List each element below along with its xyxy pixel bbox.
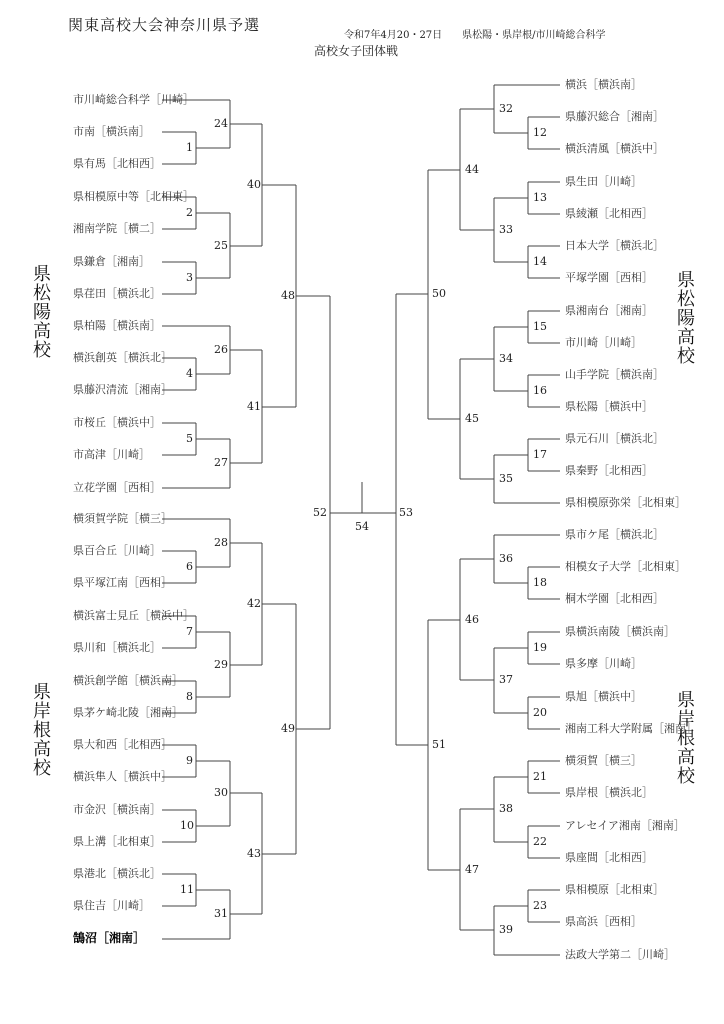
left-team: 市南［横浜南］ xyxy=(73,125,150,138)
match-number: 17 xyxy=(533,448,547,461)
left-team: 県鎌倉［湘南］ xyxy=(73,255,150,268)
match-number: 14 xyxy=(533,255,547,268)
right-team: 法政大学第二［川崎］ xyxy=(565,948,675,961)
left-team: 市桜丘［横浜中］ xyxy=(73,416,161,429)
right-team: 横浜清風［横浜中］ xyxy=(565,142,664,155)
left-team: 横浜富士見丘［横浜中］ xyxy=(73,609,194,622)
venue-right-top: 県松陽高校 xyxy=(674,270,695,365)
right-team: アレセイア湘南［湘南］ xyxy=(565,819,685,832)
left-team: 横浜隼人［横浜中］ xyxy=(73,770,172,783)
left-team: 県平塚江南［西相］ xyxy=(73,576,172,589)
left-team: 横浜創学館［横浜南］ xyxy=(73,674,183,687)
match-number: 39 xyxy=(499,923,513,936)
match-number: 2 xyxy=(186,206,193,219)
left-team: 県百合丘［川崎］ xyxy=(73,544,161,557)
left-team: 湘南学院［横二］ xyxy=(73,222,161,235)
match-number: 43 xyxy=(247,847,261,860)
match-number: 31 xyxy=(214,907,228,920)
right-team: 県元石川［横浜北］ xyxy=(565,432,664,445)
match-number: 27 xyxy=(214,456,228,469)
right-team: 県旭［横浜中］ xyxy=(565,690,642,703)
venue-left-bottom: 県岸根高校 xyxy=(30,682,51,777)
right-team: 県綾瀬［北相西］ xyxy=(565,207,653,220)
match-number: 23 xyxy=(533,899,547,912)
left-team: 県港北［横浜北］ xyxy=(73,867,161,880)
venue-left-top: 県松陽高校 xyxy=(30,264,51,359)
match-number: 38 xyxy=(499,802,513,815)
right-team: 県多摩［川崎］ xyxy=(565,657,642,670)
left-team: 立花学園［西相］ xyxy=(73,481,161,494)
match-number: 24 xyxy=(214,117,228,130)
match-number: 21 xyxy=(533,770,547,783)
match-number: 3 xyxy=(186,271,193,284)
right-team: 県松陽［横浜中］ xyxy=(565,400,653,413)
venue-right-bottom: 県岸根高校 xyxy=(674,690,695,785)
left-team: 市金沢［横浜南］ xyxy=(73,803,161,816)
left-team: 県藤沢清流［湘南］ xyxy=(73,383,172,396)
right-team: 県相模原［北相東］ xyxy=(565,883,664,896)
right-team: 県岸根［横浜北］ xyxy=(565,786,653,799)
right-team: 山手学院［横浜南］ xyxy=(565,368,664,381)
match-number: 34 xyxy=(499,352,513,365)
left-team: 県相模原中等［北相東］ xyxy=(73,190,194,203)
right-team: 平塚学園［西相］ xyxy=(565,271,653,284)
match-number: 13 xyxy=(533,191,547,204)
match-number: 33 xyxy=(499,223,513,236)
match-number: 36 xyxy=(499,552,513,565)
left-team: 県上溝［北相東］ xyxy=(73,835,161,848)
right-team: 相模女子大学［北相東］ xyxy=(565,560,686,573)
left-team: 県荏田［横浜北］ xyxy=(73,287,161,300)
match-number: 50 xyxy=(432,287,446,300)
match-number: 44 xyxy=(465,163,479,176)
left-team: 県川和［横浜北］ xyxy=(73,641,161,654)
match-number: 53 xyxy=(399,506,413,519)
right-team: 湘南工科大学附属［湘南］ xyxy=(565,722,697,735)
match-number: 49 xyxy=(281,722,295,735)
match-number: 46 xyxy=(465,613,479,626)
match-number: 45 xyxy=(465,412,479,425)
right-team: 県藤沢総合［湘南］ xyxy=(565,110,664,123)
match-number: 20 xyxy=(533,706,547,719)
event-dates-venues: 令和7年4月20・27日 県松陽・県岸根/市川崎総合科学 xyxy=(344,30,606,41)
match-number: 6 xyxy=(186,560,193,573)
page-title: 関東高校大会神奈川県予選 xyxy=(68,16,261,34)
match-number: 8 xyxy=(186,690,193,703)
match-number: 25 xyxy=(214,239,228,252)
right-team: 県高浜［西相］ xyxy=(565,915,642,928)
match-number: 35 xyxy=(499,472,513,485)
match-number: 42 xyxy=(247,597,261,610)
right-team: 県湘南台［湘南］ xyxy=(565,304,653,317)
match-number: 30 xyxy=(214,786,228,799)
right-team: 県座間［北相西］ xyxy=(565,851,653,864)
match-number: 32 xyxy=(499,102,513,115)
left-team: 県住吉［川崎］ xyxy=(73,899,150,912)
match-number: 16 xyxy=(533,384,547,397)
right-team: 桐木学園［北相西］ xyxy=(565,592,664,605)
match-number: 15 xyxy=(533,320,547,333)
right-team: 県生田［川崎］ xyxy=(565,175,642,188)
match-number: 22 xyxy=(533,835,547,848)
match-number: 29 xyxy=(214,658,228,671)
left-team: 県柏陽［横浜南］ xyxy=(73,319,161,332)
left-team: 横浜創英［横浜北］ xyxy=(73,351,172,364)
match-number: 48 xyxy=(281,289,295,302)
left-team: 県有馬［北相西］ xyxy=(73,157,161,170)
match-number: 47 xyxy=(465,863,479,876)
left-team: 市高津［川崎］ xyxy=(73,448,150,461)
match-number: 1 xyxy=(186,141,193,154)
match-number: 10 xyxy=(180,819,194,832)
left-team: 県茅ケ崎北陵［湘南］ xyxy=(73,706,183,719)
right-team: 市川崎［川崎］ xyxy=(565,336,642,349)
right-team: 県相模原弥栄［北相東］ xyxy=(565,496,686,509)
right-team: 日本大学［横浜北］ xyxy=(565,239,664,252)
match-number: 40 xyxy=(247,178,261,191)
match-number: 12 xyxy=(533,126,547,139)
left-team: 県大和西［北相西］ xyxy=(73,738,172,751)
left-team: 横須賀学院［横三］ xyxy=(73,512,172,525)
right-team: 県秦野［北相西］ xyxy=(565,464,653,477)
match-number: 28 xyxy=(214,536,228,549)
match-number: 54 xyxy=(355,520,369,533)
match-number: 7 xyxy=(186,625,193,638)
match-number: 37 xyxy=(499,673,513,686)
match-number: 26 xyxy=(214,343,228,356)
match-number: 51 xyxy=(432,738,446,751)
left-team: 鵠沼［湘南］ xyxy=(73,931,146,945)
left-team: 市川崎総合科学［川崎］ xyxy=(73,93,194,106)
match-number: 18 xyxy=(533,576,547,589)
right-team: 県市ケ尾［横浜北］ xyxy=(565,528,664,541)
match-number: 52 xyxy=(313,506,327,519)
match-number: 19 xyxy=(533,641,547,654)
match-number: 5 xyxy=(186,432,193,445)
event-subtitle: 高校女子団体戦 xyxy=(314,44,399,58)
right-team: 県横浜南陵［横浜南］ xyxy=(565,625,675,638)
match-number: 9 xyxy=(186,754,193,767)
right-team: 横須賀［横三］ xyxy=(565,754,642,767)
match-number: 4 xyxy=(186,367,193,380)
match-number: 11 xyxy=(180,883,194,896)
match-number: 41 xyxy=(247,400,261,413)
right-team: 横浜［横浜南］ xyxy=(565,78,642,91)
